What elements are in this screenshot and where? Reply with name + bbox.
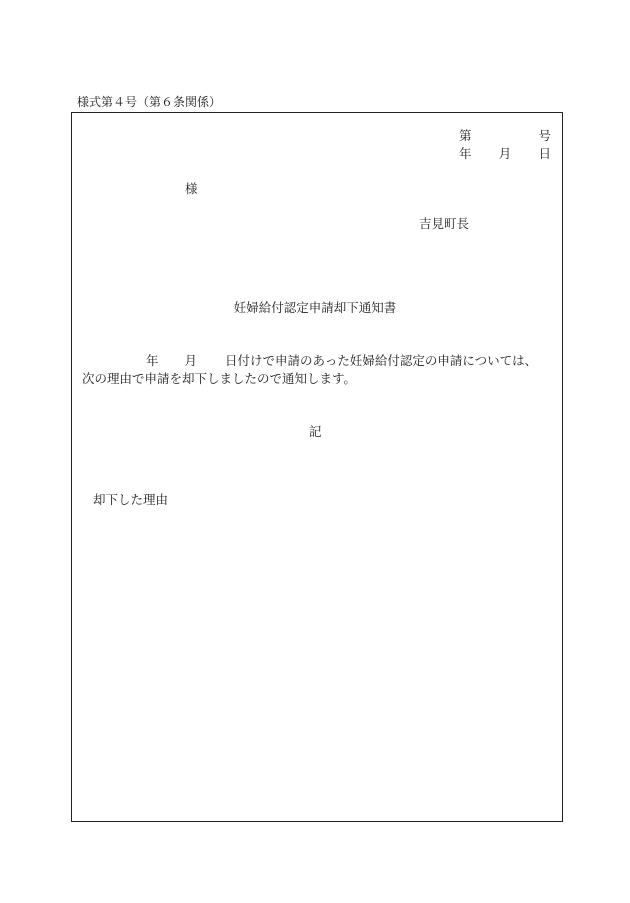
body-line-1 [82,355,554,368]
date-day: 日 [538,146,551,161]
document-number-line [459,130,551,143]
reason-label: 却下した理由 [93,492,169,507]
body-line-2: 次の理由で申請を却下しましたので通知します。 [82,371,357,386]
ki-heading: 記 [309,424,322,439]
date-year: 年 [459,146,472,161]
number-prefix: 第 [459,128,472,143]
document-title-text: 妊婦給付認定申請却下通知書 [233,300,397,315]
body-month: 月 [184,353,198,368]
number-suffix: 号 [538,128,551,143]
form-number-label: 様式第４号（第６条関係） [77,95,222,109]
body-line1-rest: 日付けで申請のあった妊婦給付認定の申請については、 [225,353,538,368]
date-month: 月 [498,146,512,161]
issuer-name: 吉見町長 [419,216,470,231]
document-title [0,302,630,315]
document-frame [71,112,563,822]
issue-date-line [459,148,551,161]
recipient-honorific: 様 [185,181,198,196]
body-year: 年 [146,353,159,368]
